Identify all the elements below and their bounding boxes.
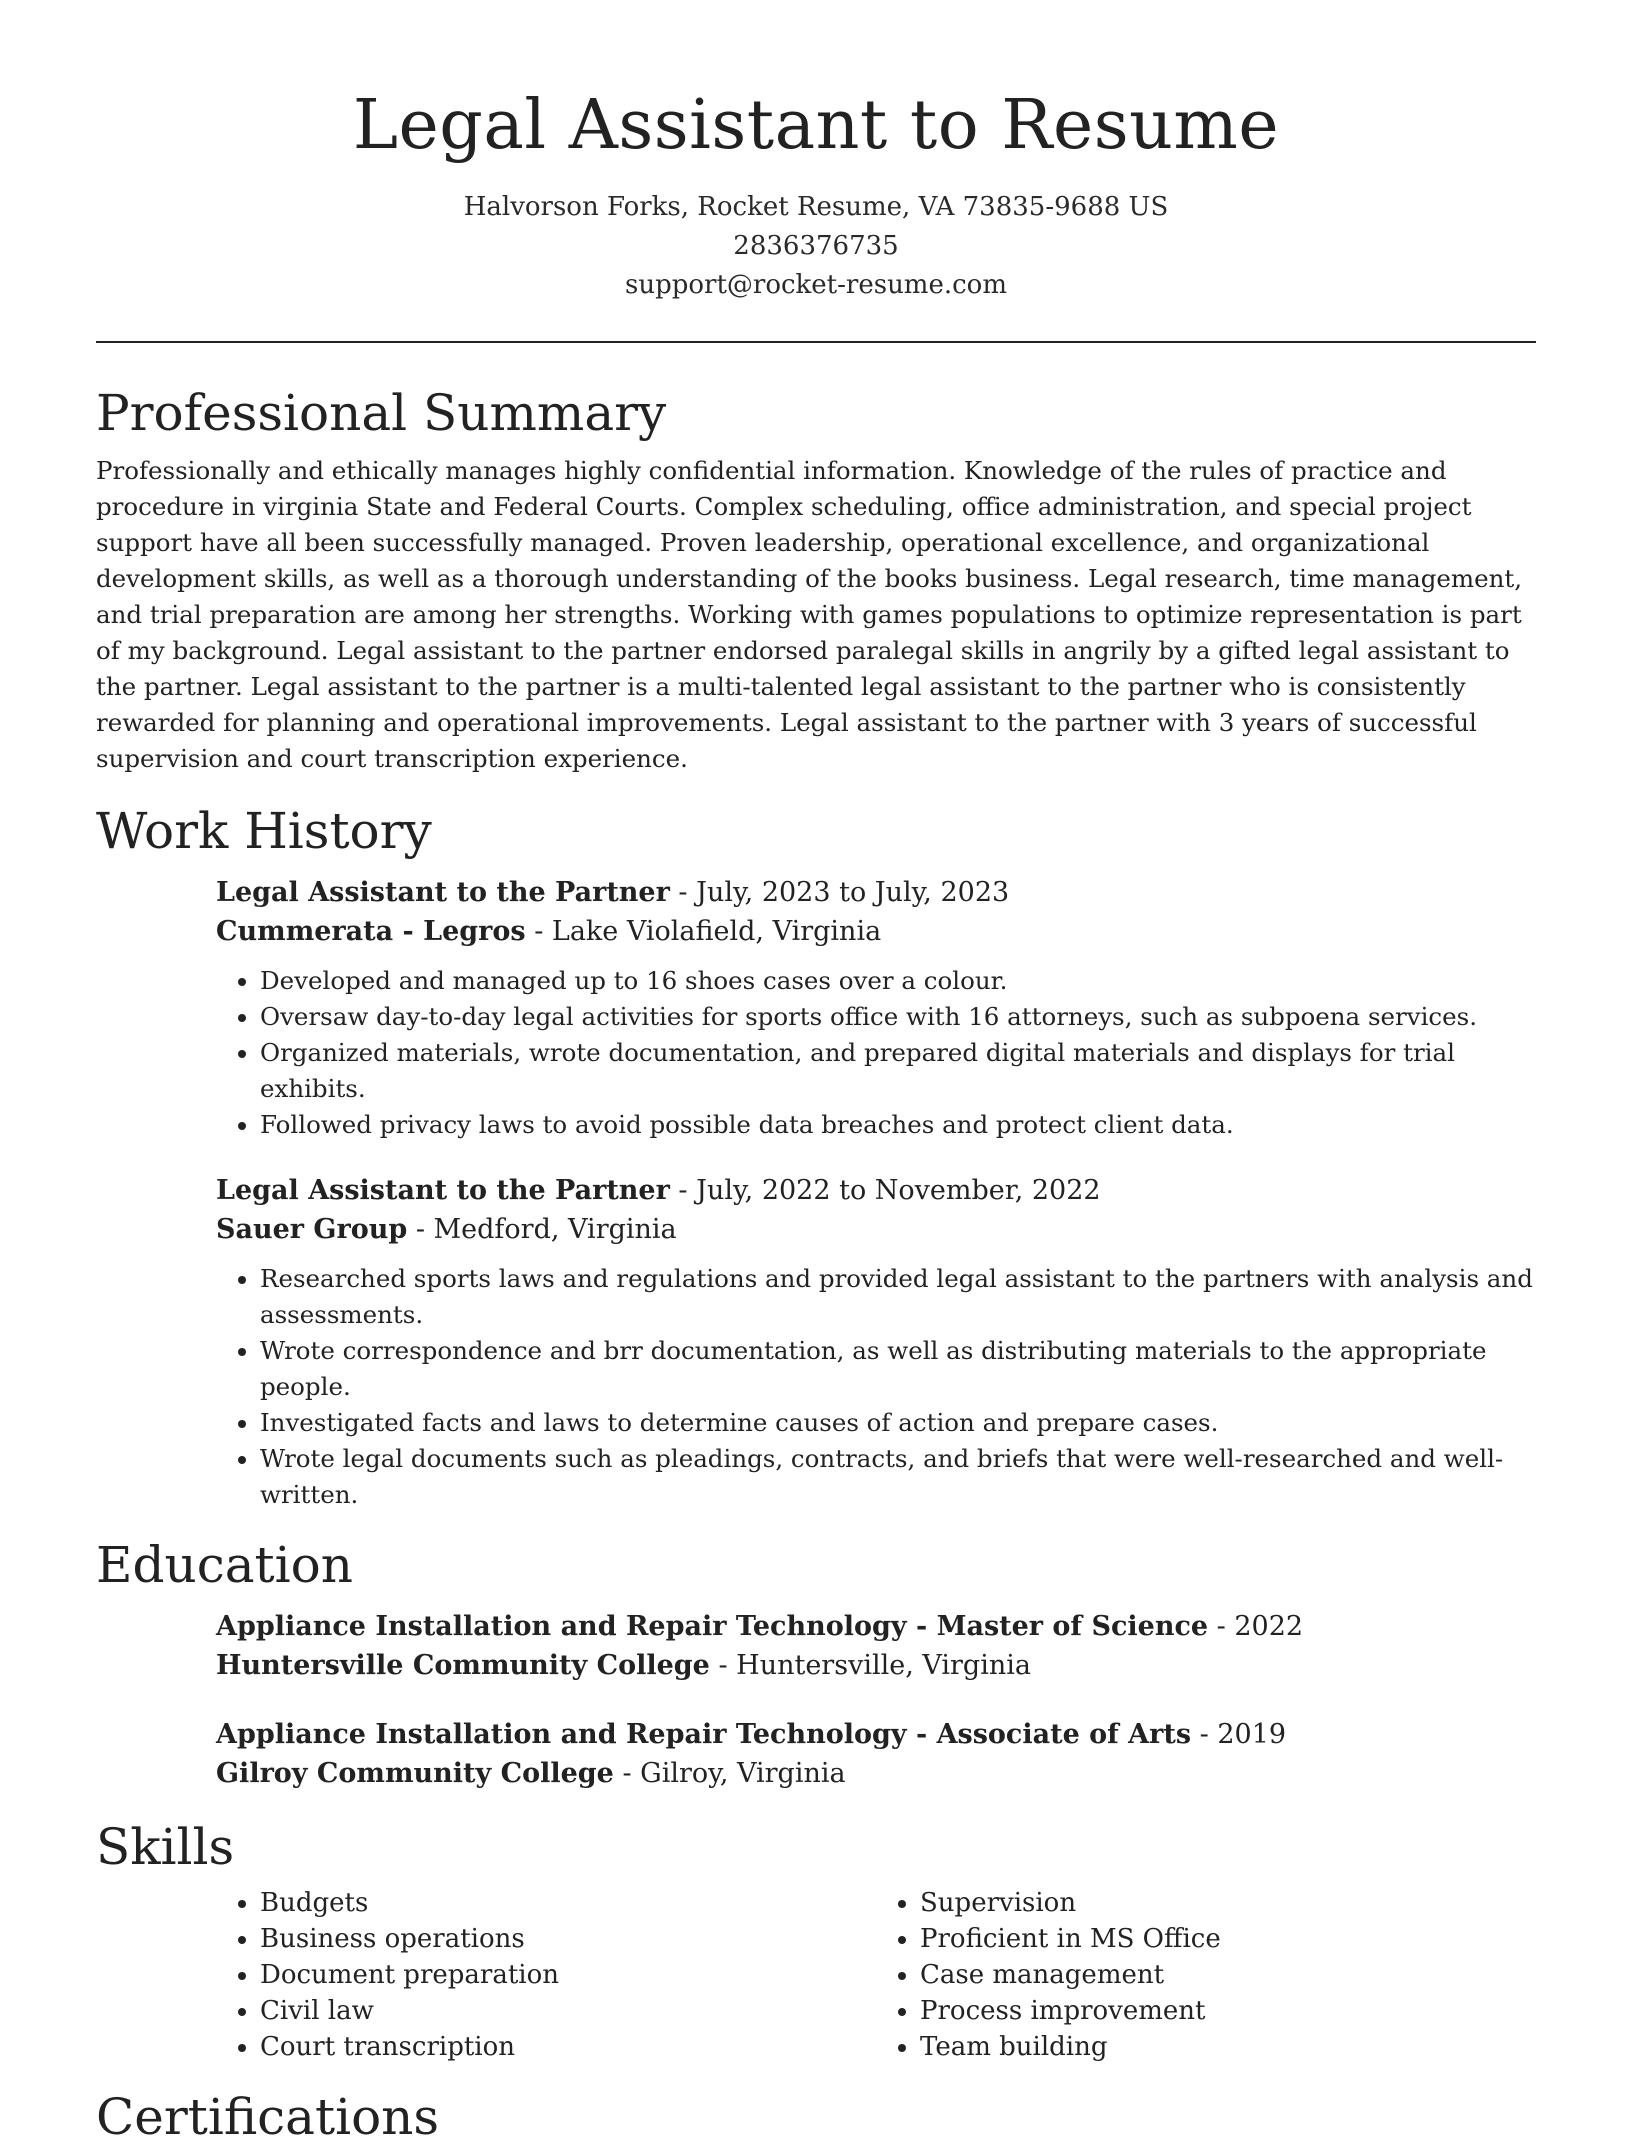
skill-item: • Proficient in MS Office (920, 1921, 1536, 1957)
job-entry (216, 873, 1536, 1143)
contact-phone: 2836376735 (733, 231, 899, 261)
education-year: - 2022 (1208, 1611, 1304, 1642)
education-program: Appliance Installation and Repair Technology - Associate of Arts (216, 1719, 1192, 1750)
education-location: - Gilroy, Virginia (613, 1758, 846, 1789)
education-program: Appliance Installation and Repair Technology - Master of Science (216, 1611, 1209, 1642)
job-location: - Medford, Virginia (407, 1214, 677, 1245)
education-school: Gilroy Community College (216, 1758, 614, 1789)
skills-columns (216, 1877, 1536, 2065)
job-bullet: • Investigated facts and laws to determine causes of action and prepare cases. (260, 1405, 1536, 1441)
job-title-line (216, 1171, 1536, 1210)
resume-name: Legal Assistant to Resume (352, 86, 1280, 165)
job-bullet: • Researched sports laws and regulations and provided legal assistant to the partners with analysis and assessments. (260, 1261, 1536, 1333)
job-bullets (216, 963, 1536, 1143)
education-school: Huntersville Community College (216, 1650, 710, 1681)
job-bullet: • Wrote correspondence and brr documentation, as well as distributing materials to the appropriate people. (260, 1333, 1536, 1405)
education-year: - 2019 (1191, 1719, 1287, 1750)
skills-list-right (876, 1885, 1536, 2065)
job-employer: Cummerata - Legros (216, 916, 526, 947)
job-bullet: • Oversaw day-to-day legal activities for sports office with 16 attorneys, such as subpoena services. (260, 999, 1536, 1035)
job-role: Legal Assistant to the Partner (216, 1175, 670, 1206)
skill-item: • Budgets (260, 1885, 876, 1921)
skill-item: • Case management (920, 1957, 1536, 1993)
job-title-line (216, 873, 1536, 912)
job-employer-line (216, 912, 1536, 951)
contact-address: Halvorson Forks, Rocket Resume, VA 73835-9688 US (463, 192, 1169, 222)
skills-section (96, 1817, 1536, 2065)
job-dates: - July, 2022 to November, 2022 (669, 1175, 1101, 1206)
skill-item: • Process improvement (920, 1993, 1536, 2029)
contact-email: support@rocket-resume.com (624, 270, 1007, 300)
education-entry (216, 1607, 1536, 1685)
resume-header (96, 0, 1536, 305)
skill-item: • Team building (920, 2029, 1536, 2065)
education-program-line (216, 1715, 1536, 1754)
job-bullet: • Wrote legal documents such as pleadings, contracts, and briefs that were well-researched and well-written. (260, 1441, 1536, 1513)
resume-page (96, 0, 1536, 2147)
skills-title: Skills (96, 1818, 235, 1876)
header-divider (96, 341, 1536, 343)
certifications-section (96, 2087, 1536, 2147)
education-program-line (216, 1607, 1536, 1646)
job-employer: Sauer Group (216, 1214, 408, 1245)
summary-section (96, 383, 1536, 777)
job-location: - Lake Violafield, Virginia (525, 916, 882, 947)
job-dates: - July, 2023 to July, 2023 (669, 877, 1010, 908)
skill-item: • Document preparation (260, 1957, 876, 1993)
education-entry (216, 1715, 1536, 1793)
skill-item: • Business operations (260, 1921, 876, 1957)
job-bullet: • Developed and managed up to 16 shoes cases over a colour. (260, 963, 1536, 999)
contact-block (96, 188, 1536, 305)
certifications-title: Certifications (96, 2088, 440, 2146)
skill-item: • Court transcription (260, 2029, 876, 2065)
education-title: Education (96, 1536, 353, 1594)
summary-text: Professionally and ethically manages highly confidential information. Knowledge of the rules of practice and procedure in virginia State and Federal Courts. Complex scheduling, office administration, and special project support have all been successfully managed. Proven leadership, operational excellence, and organizational development skills, as well as a thorough understanding of the books business. Legal research, time management, and trial preparation are among her strengths. Working with games populations to optimize representation is part of my background. Legal assistant to the partner endorsed paralegal skills in angrily by a gifted legal assistant to the partner. Legal assistant to the partner is a multi-talented legal assistant to the partner who is consistently rewarded for planning and operational improvements. Legal assistant to the partner with 3 years of successful supervision and court transcription experience. (96, 456, 1523, 773)
work-title: Work History (96, 802, 432, 860)
job-entry (216, 1171, 1536, 1513)
education-location: - Huntersville, Virginia (709, 1650, 1031, 1681)
job-bullet: • Organized materials, wrote documentation, and prepared digital materials and displays for trial exhibits. (260, 1035, 1536, 1107)
education-school-line (216, 1646, 1536, 1685)
job-bullets (216, 1261, 1536, 1513)
skill-item: • Supervision (920, 1885, 1536, 1921)
skills-list-left (216, 1885, 876, 2065)
skill-item: • Civil law (260, 1993, 876, 2029)
job-bullet: • Followed privacy laws to avoid possible data breaches and protect client data. (260, 1107, 1536, 1143)
job-employer-line (216, 1210, 1536, 1249)
education-section (96, 1535, 1536, 1793)
education-school-line (216, 1754, 1536, 1793)
summary-title: Professional Summary (96, 384, 667, 442)
job-role: Legal Assistant to the Partner (216, 877, 670, 908)
work-section (96, 801, 1536, 1513)
